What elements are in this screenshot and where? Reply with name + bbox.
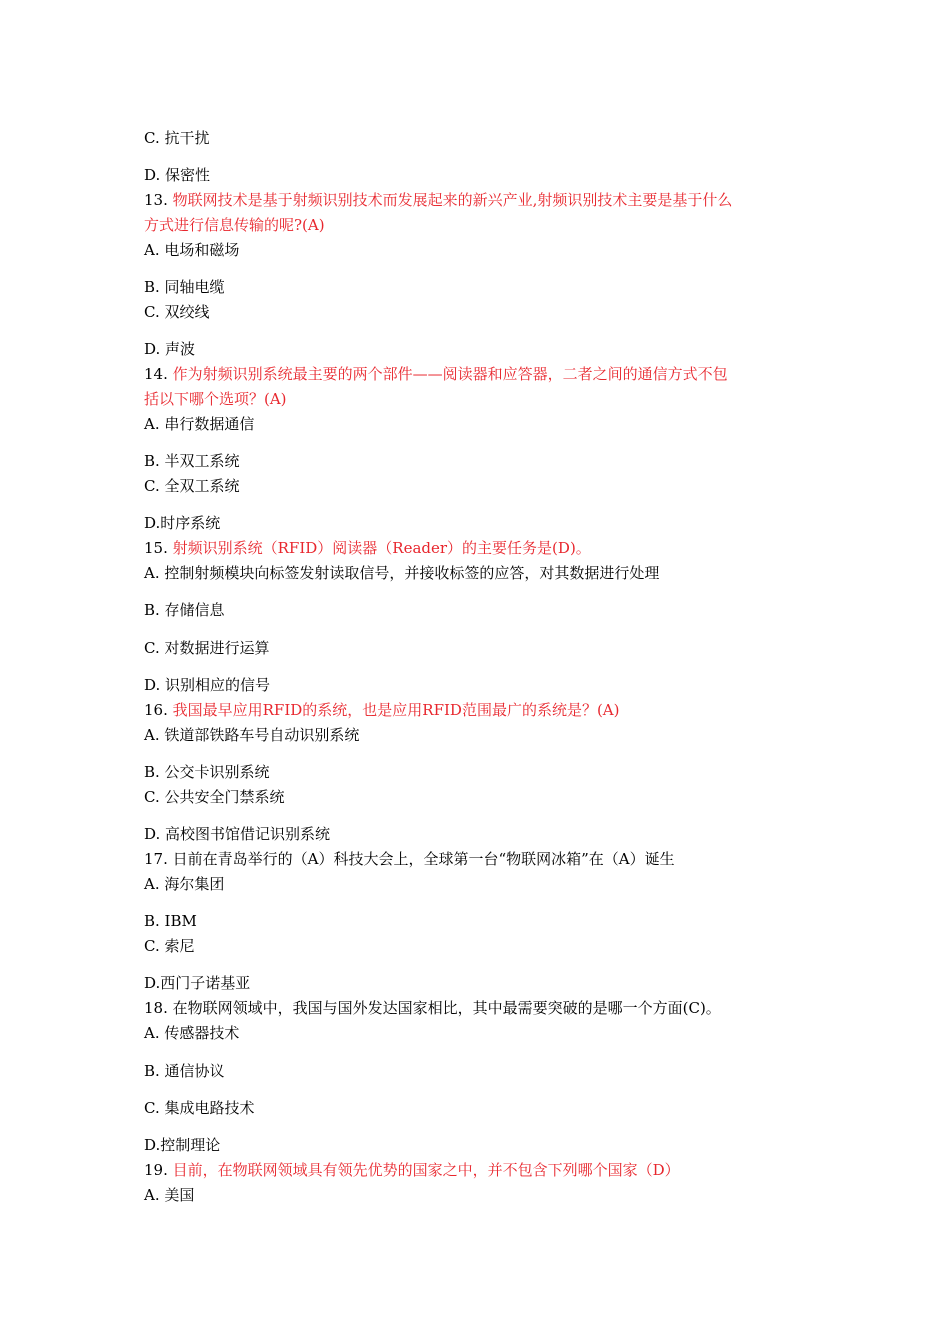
option-a: A. 海尔集团	[144, 875, 225, 893]
option-d: D.控制理论	[144, 1136, 221, 1154]
question-number: 19.	[144, 1161, 168, 1179]
option-a: A. 传感器技术	[144, 1024, 240, 1042]
question-16	[144, 700, 620, 720]
option-b: B. 通信协议	[144, 1062, 225, 1080]
option-c: C. 双绞线	[144, 303, 210, 321]
option-d: D. 高校图书馆借记识别系统	[144, 825, 331, 843]
question-text: 物联网技术是基于射频识别技术而发展起来的新兴产业,射频识别技术主要是基于什么	[172, 191, 733, 209]
question-18: 18. 在物联网领域中，我国与国外发达国家相比，其中最需要突破的是哪一个方面(C)。	[144, 999, 721, 1017]
option-c: C. 公共安全门禁系统	[144, 788, 285, 806]
question-number: 15.	[144, 539, 168, 557]
option-a: A. 美国	[144, 1186, 195, 1204]
option-b: B. 同轴电缆	[144, 278, 225, 296]
option-d: D. 保密性	[144, 166, 211, 184]
option-a: A. 控制射频模块向标签发射读取信号，并接收标签的应答，对其数据进行处理	[144, 564, 660, 582]
option-c: C. 索尼	[144, 937, 195, 955]
option-c: C. 对数据进行运算	[144, 639, 270, 657]
question-13-line-1	[144, 190, 732, 210]
question-14-line-2: 括以下哪个选项？(A)	[144, 390, 287, 408]
option-b: B. 半双工系统	[144, 452, 240, 470]
question-text: 我国最早应用RFID的系统，也是应用RFID范围最广的系统是？(A)	[172, 701, 620, 719]
option-b: B. 公交卡识别系统	[144, 763, 270, 781]
option-b: B. IBM	[144, 912, 197, 930]
question-17: 17. 日前在青岛举行的（A）科技大会上，全球第一台“物联网冰箱”在（A）诞生	[144, 850, 675, 868]
question-number: 16.	[144, 701, 168, 719]
question-13-line-2: 方式进行信息传输的呢?(A)	[144, 216, 325, 234]
option-b: B. 存储信息	[144, 601, 225, 619]
option-c: C. 抗干扰	[144, 129, 210, 147]
option-a: A. 串行数据通信	[144, 415, 255, 433]
question-19	[144, 1160, 680, 1180]
option-c: C. 集成电路技术	[144, 1099, 255, 1117]
option-d: D. 声波	[144, 340, 196, 358]
question-text: 目前，在物联网领域具有领先优势的国家之中，并不包含下列哪个国家（D）	[172, 1161, 680, 1179]
question-number: 13.	[144, 191, 168, 209]
option-c: C. 全双工系统	[144, 477, 240, 495]
question-14-line-1	[144, 364, 728, 384]
question-number: 14.	[144, 365, 168, 383]
option-d: D.时序系统	[144, 514, 221, 532]
option-d: D. 识别相应的信号	[144, 676, 271, 694]
option-a: A. 电场和磁场	[144, 241, 240, 259]
option-d: D.西门子诺基亚	[144, 974, 251, 992]
question-text: 射频识别系统（RFID）阅读器（Reader）的主要任务是(D)。	[172, 539, 591, 557]
question-15	[144, 538, 591, 558]
question-text: 作为射频识别系统最主要的两个部件——阅读器和应答器，二者之间的通信方式不包	[172, 365, 728, 383]
option-a: A. 铁道部铁路车号自动识别系统	[144, 726, 360, 744]
